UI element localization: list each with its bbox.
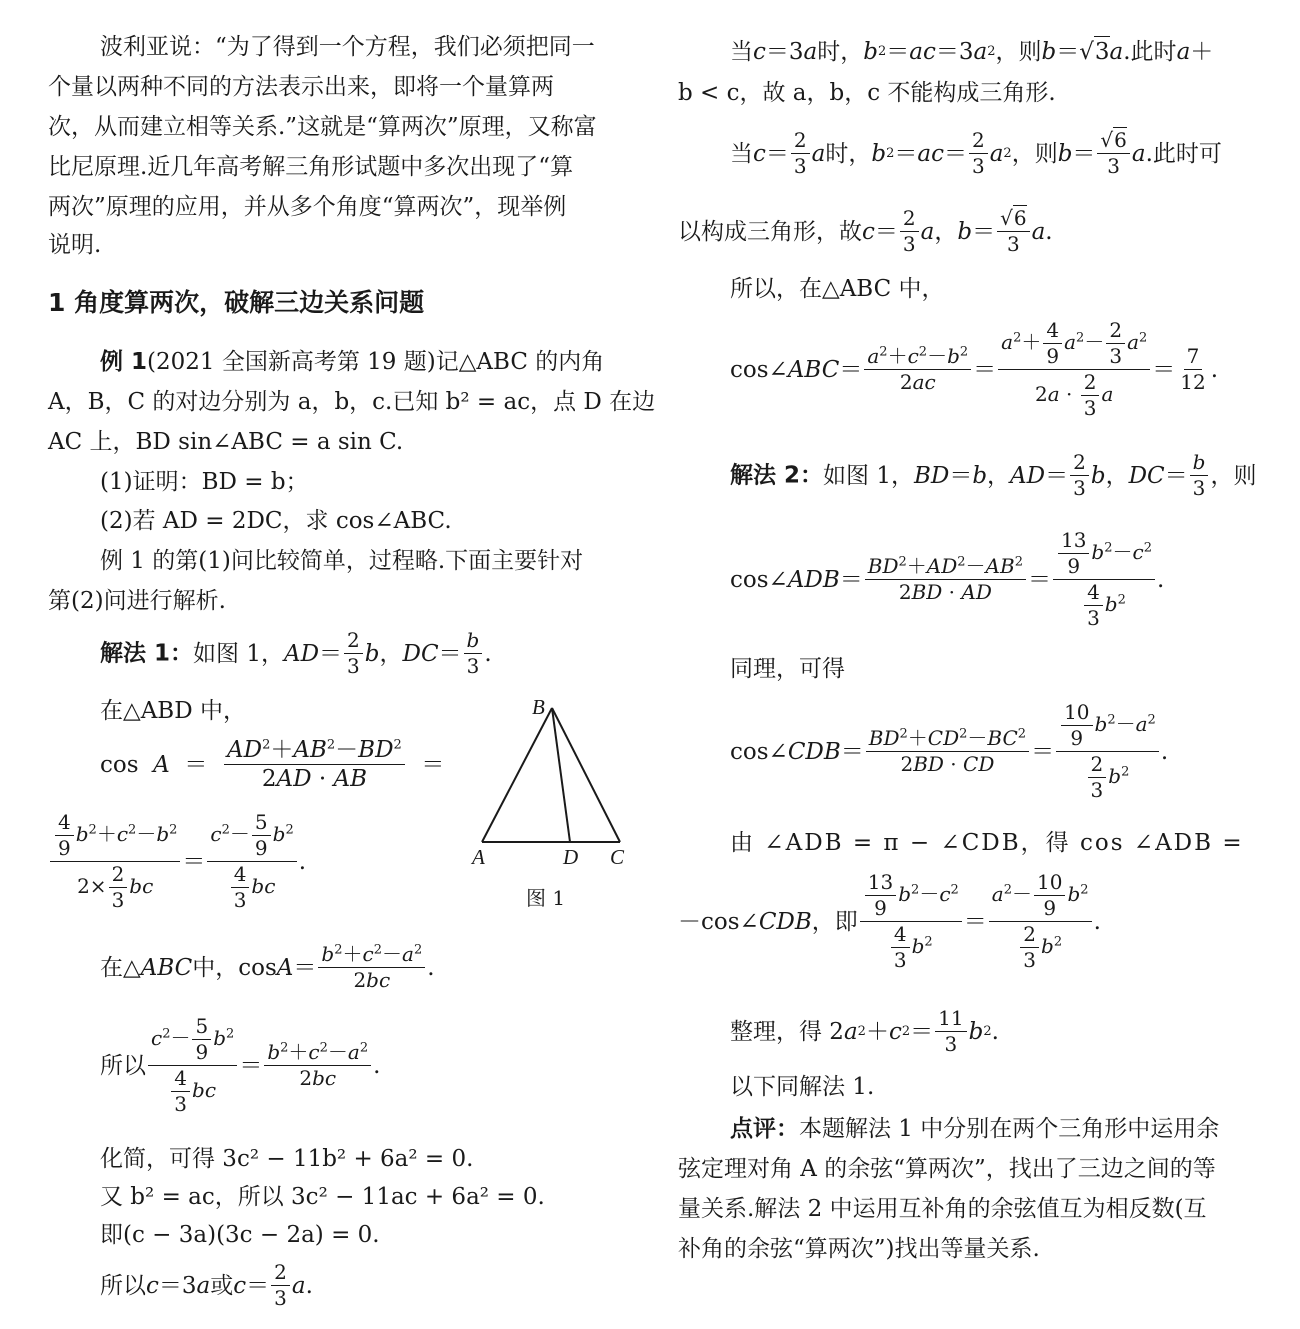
- sol1-line: [100, 630, 492, 677]
- cosA-eq-part1: cos A ＝ $\frac{AD^2+AB^2-BD^2}{2AD \cdot AB}$ ＝: [100, 737, 445, 793]
- question-1: (1)证明：BD = b；: [100, 469, 309, 495]
- comment-line-3: 量关系.解法 2 中运用互补角的余弦值互为相反数(互: [678, 1196, 1207, 1222]
- comment-line-2: 弦定理对角 A 的余弦“算两次”，找出了三边之间的等: [678, 1156, 1216, 1182]
- in-abd: 在△ABD 中，: [100, 698, 246, 724]
- comment-line-1: [730, 1114, 1219, 1144]
- sol2-math: 如图 1， BD ＝ b ， AD ＝ $\frac{2}{3}$ b ， DC ＝ $\frac{b}{3}$ ，则: [823, 450, 1257, 500]
- in-abc-cosA: 在△ ABC 中，cos A ＝ $\frac{b^2+c^2-a^2}{2bc}$ .: [100, 942, 435, 992]
- result-line: 所以 c ＝3 a 或 c ＝ $\frac{2}{3}$ a .: [100, 1260, 313, 1310]
- label-b: B: [532, 695, 545, 719]
- intro-line-1: 波利亚说：“为了得到一个方程，我们必须把同一: [100, 34, 595, 60]
- case1-line-1: 当 c ＝3 a 时， b 2 ＝ ac ＝3 a 2 ，则 b ＝√ 3 a .此时 a ＋: [730, 36, 1213, 67]
- intro-line-6: 说明.: [48, 232, 102, 258]
- same-as-sol1: 以下同解法 1.: [730, 1074, 875, 1100]
- example-line-2: A，B，C 的对边分别为 a，b，c.已知 b² = ac，点 D 在边: [48, 389, 656, 415]
- example-label: 例 1: [100, 349, 148, 375]
- arrange-line: 整理，得 2 a 2 ＋ c 2 ＝ $\frac{11}{3}$ b 2 .: [730, 1006, 999, 1056]
- side-ab: [482, 708, 552, 842]
- segment-bd: [552, 708, 570, 842]
- sol1-label: 解法 1：: [100, 640, 194, 667]
- note-line-1: 例 1 的第(1)问比较简单，过程略.下面主要针对: [100, 548, 584, 574]
- likewise-line: 同理，可得: [730, 656, 845, 682]
- so-equation: 所以 $c^2-$ $\frac{5}{9}$ $b^2$ $\frac{4}{3}$ bc ＝ $\frac{b^2+c^2-a^2}{2bc}$ .: [100, 1014, 381, 1116]
- example-text-1: (2021 全国新高考第 19 题)记△ABC 的内角: [147, 349, 605, 375]
- cosABC-equation: cos∠ ABC ＝ $\frac{a^2+c^2-b^2}{2ac}$ ＝ $a^2+$ $\frac{4}{9}$ $a^2-$ $\frac{2}{3}$ $a^2$ 2a · $\frac{2}{3}$ a ＝ $\frac{7}{12}$ .: [730, 318, 1219, 420]
- comment-text-1: 本题解法 1 中分别在两个三角形中运用余: [799, 1116, 1220, 1142]
- cosCDB-equation: cos∠ CDB ＝ $\frac{BD^2+CD^2-BC^2}{2BD \cdot CD}$ ＝ $\frac{10}{9}$ $b^2-a^2$ $\frac{2}{3}$ $b^2$ .: [730, 700, 1169, 802]
- label-c: C: [610, 845, 625, 869]
- sol1-math: 如图 1， AD ＝ $\frac{2}{3}$ b ， DC ＝ $\frac{b}{3}$ .: [193, 628, 492, 678]
- case2-line-1: 当 c ＝ $\frac{2}{3}$ a 时， b 2 ＝ ac ＝ $\frac{2}{3}$ a 2 ，则 b ＝ $\frac{√6}{3}$ a .此时可: [730, 128, 1222, 178]
- case1-line-2: b < c，故 a，b，c 不能构成三角形.: [678, 80, 1056, 106]
- sol2-label: 解法 2：: [730, 462, 824, 489]
- note-line-2: 第(2)问进行解析.: [48, 588, 226, 614]
- side-bc: [552, 708, 620, 842]
- example-line-3: AC 上，BD sin∠ABC = a sin C.: [48, 429, 404, 455]
- simplify-1: 化简，可得 3c² − 11b² + 6a² = 0.: [100, 1146, 474, 1172]
- section-title: 1 角度算两次，破解三边关系问题: [48, 288, 425, 317]
- question-2: (2)若 AD = 2DC，求 cos∠ABC.: [100, 508, 452, 534]
- so-in-abc: 所以，在△ABC 中，: [730, 276, 945, 302]
- simplify-2: 又 b² = ac，所以 3c² − 11ac + 6a² = 0.: [100, 1184, 545, 1210]
- intro-line-3: 次，从而建立相等关系.”这就是“算两次”原理，又称富: [48, 114, 597, 140]
- triangle-diagram: [468, 694, 658, 872]
- comment-line-4: 补角的余弦“算两次”)找出等量关系.: [678, 1236, 1040, 1262]
- by-line: 由 ∠ADB = π − ∠CDB，得 cos ∠ADB =: [730, 830, 1244, 856]
- label-a: A: [472, 845, 485, 869]
- example-line-1: [100, 347, 604, 377]
- intro-line-4: 比尼原理.近几年高考解三角形试题中多次出现了“算: [48, 154, 574, 180]
- intro-line-2: 个量以两种不同的方法表示出来，即将一个量算两: [48, 74, 554, 100]
- figure-caption: 图 1: [526, 886, 566, 910]
- case2-line-2: 以构成三角形，故 c ＝ $\frac{2}{3}$ a ， b ＝ $\frac{√6}{3}$ a .: [678, 206, 1053, 256]
- label-d: D: [563, 845, 579, 869]
- sol2-line: [730, 452, 1256, 499]
- figure-1: [468, 694, 658, 924]
- cosADB-equation: cos∠ ADB ＝ $\frac{BD^2+AD^2-AB^2}{2BD \cdot AD}$ ＝ $\frac{13}{9}$ $b^2-c^2$ $\frac{4}{3}$ $b^2$ .: [730, 528, 1165, 630]
- cosA-eq-part2: $\frac{4}{9}$ $b^2+c^2-b^2$ 2× $\frac{2}{3}$ bc ＝ $c^2-$ $\frac{5}{9}$ $b^2$ $\frac{4}{3}$ bc .: [48, 812, 306, 911]
- neg-equation: －cos∠ CDB ，即 $\frac{13}{9}$ $b^2-c^2$ $\frac{4}{3}$ $b^2$ ＝ $a^2-$ $\frac{10}{9}$ $b^2$ $\frac{2}{3}$ $b^2$ .: [678, 870, 1101, 972]
- intro-line-5: 两次”原理的应用，并从多个角度“算两次”，现举例: [48, 194, 567, 220]
- comment-label: 点评：: [730, 1116, 799, 1142]
- simplify-3: 即(c − 3a)(3c − 2a) = 0.: [100, 1222, 380, 1248]
